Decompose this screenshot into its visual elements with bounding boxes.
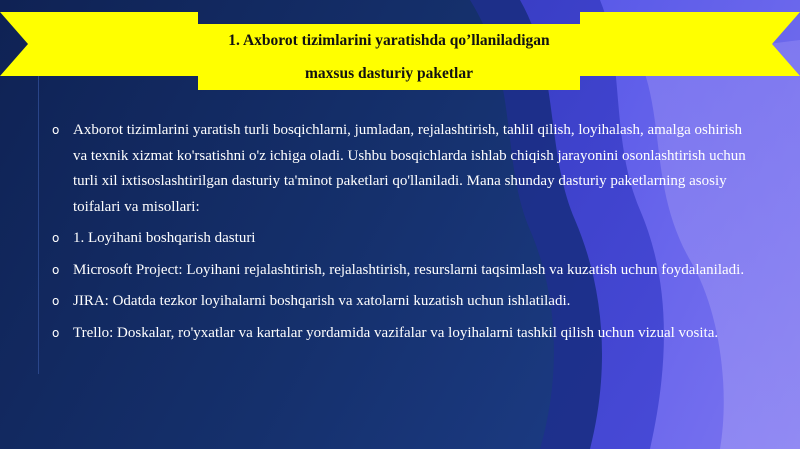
list-item: [52, 258, 757, 284]
list-item: [52, 226, 757, 252]
left-divider-line: [38, 74, 39, 374]
list-item: [52, 118, 757, 220]
banner-left-ribbon: [0, 12, 198, 76]
bullet-text: Microsoft Project: Loyihani rejalashtirish, rejalashtirish, resurslarni taqsimlash va kuzatish uchun foydalaniladi.: [73, 261, 745, 278]
bullet-circle-icon: o: [52, 294, 60, 308]
bullet-text: JIRA: Odatda tezkor loyihalarni boshqarish va xatolarni kuzatish uchun ishlatiladi.: [73, 293, 571, 309]
list-item: [52, 321, 757, 347]
slide-title-line-2: maxsus dasturiy paketlar: [305, 65, 473, 82]
bullet-text: Trello: Doskalar, ro'yxatlar va kartalar yordamida vazifalar va loyihalarni tashkil qilish uchun vizual vosita.: [73, 324, 719, 341]
banner-right-ribbon: [580, 12, 800, 76]
bullet-text: Axborot tizimlarini yaratish turli bosqichlarni, jumladan, rejalashtirish, tahlil qilish, loyihalash, amalga oshirish va texnik xizmat ko'rsatishni o'z ichiga oladi. Ushbu bosqichlarda ishlab chiqish jarayonini osonlashtirish uchun turli xil ixtisoslashtirilgan dasturiy ta'minot paketlari qo'llaniladi. Mana shunday dasturiy paketlarning asosiy toifalari va misollari:: [73, 122, 746, 215]
bullet-text: 1. Loyihani boshqarish dasturi: [73, 230, 256, 246]
bullet-circle-icon: o: [52, 325, 60, 340]
bullet-list: [52, 118, 757, 352]
bullet-circle-icon: o: [52, 262, 60, 277]
bullet-circle-icon: o: [52, 231, 60, 245]
bullet-circle-icon: o: [52, 123, 60, 137]
list-item: [52, 289, 757, 315]
slide-title: [198, 24, 580, 90]
slide-title-line-1: 1. Axborot tizimlarini yaratishda qo’llaniladigan: [228, 32, 550, 49]
